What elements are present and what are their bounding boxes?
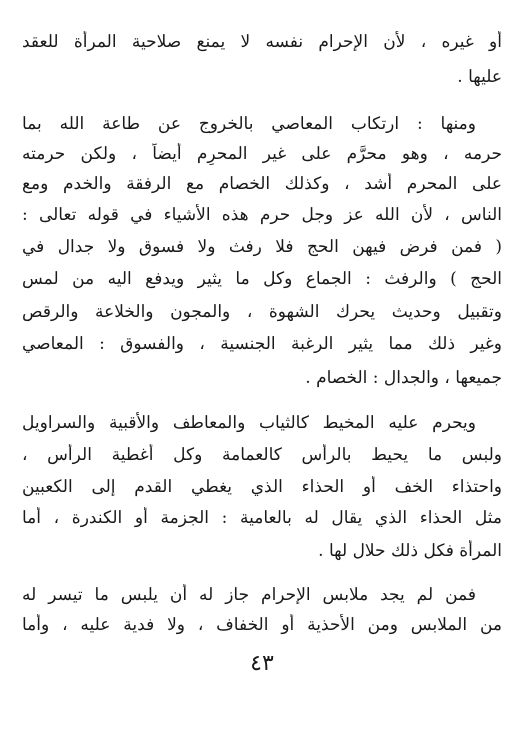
text-line: واحتذاء الخف أو الحذاء الذي يغطي القدم إلى الكعبين xyxy=(22,477,502,497)
text-line: ويحرم عليه المخيط كالثياب والمعاطف والأقبية والسراويل xyxy=(22,413,476,433)
text-line: جميعها ، والجدال : الخصام . xyxy=(305,368,502,388)
text-line: حرمه ، وهو محرَّم على غير المحرِم أيضاً ، ولكن حرمته xyxy=(22,144,502,164)
text-line: الحج ) والرفث : الجماع وكل ما يثير ويدفع اليه من لمس xyxy=(22,269,502,289)
text-line: ومنها : ارتكاب المعاصي بالخروج عن طاعة الله بما xyxy=(22,114,476,134)
page-number: ٤٣ xyxy=(250,651,274,676)
text-line: وتقبيل وحديث يحرك الشهوة ، والمجون والخلاعة والرقص xyxy=(22,302,502,322)
text-line: مثل الحذاء الذي يقال له بالعامية : الجزمة أو الكندرة ، أما xyxy=(22,508,502,528)
text-line: وغير ذلك مما يثير الرغبة الجنسية ، والفسوق : المعاصي xyxy=(22,334,502,354)
text-line: من الملابس ومن الأحذية أو الخفاف ، ولا فدية عليه ، وأما xyxy=(22,615,502,635)
text-line: فمن لم يجد ملابس الإحرام جاز له أن يلبس ما تيسر له xyxy=(22,585,476,605)
text-line: ولبس ما يحيط بالرأس كالعمامة وكل أغطية الرأس ، xyxy=(22,445,502,465)
text-line: أو غيره ، لأن الإحرام نفسه لا يمنع صلاحية المرأة للعقد xyxy=(22,32,502,52)
text-line: عليها . xyxy=(457,67,502,87)
text-line: ( فمن فرض فيهن الحج فلا رفث ولا فسوق ولا جدال في xyxy=(22,237,502,257)
text-line: الناس ، لأن الله عز وجل حرم هذه الأشياء في قوله تعالى : xyxy=(22,205,502,225)
text-line: المرأة فكل ذلك حلال لها . xyxy=(318,541,502,561)
text-line: على المحرم أشد ، وكذلك الخصام مع الرفقة والخدم ومع xyxy=(22,174,502,194)
